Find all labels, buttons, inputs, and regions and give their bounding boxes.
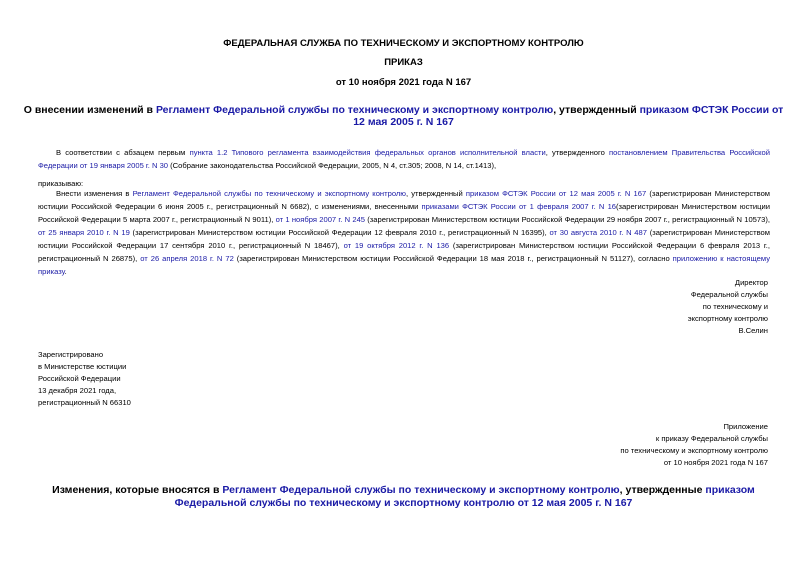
preamble-text: , утвержденного bbox=[545, 148, 610, 157]
body-paragraph bbox=[38, 187, 770, 278]
body-text: Внести изменения в bbox=[56, 189, 133, 198]
body-text: . bbox=[64, 267, 67, 276]
appendix-line: Приложение bbox=[723, 422, 768, 431]
appendix-title bbox=[40, 484, 767, 510]
body-order-link[interactable]: приказом ФСТЭК России от 12 мая 2005 г. N 167 bbox=[465, 189, 647, 198]
body-text: (зарегистрирован Министерством юстиции Российской Федерации 29 ноября 2007 г., регистрационный N 10573), bbox=[365, 215, 770, 224]
preamble-text: (Собрание законодательства Российской Федерации, 2005, N 4, ст.305; 2008, N 14, ст.1413), bbox=[168, 161, 497, 170]
appendix-regulation-link[interactable]: Регламент Федеральной службы по техническому и экспортному контролю bbox=[222, 484, 620, 496]
appendix-line: от 10 ноября 2021 года N 167 bbox=[663, 458, 768, 467]
body-text: (зарегистрирован Министерством юстиции Российской Федерации 6 июня 2005 г., регистрационный N 6682), с изменениями, внесенными bbox=[38, 189, 771, 211]
amendment-link-2018-72[interactable]: от 26 апреля 2018 г. N 72 bbox=[140, 254, 234, 263]
registration-line: Зарегистрировано bbox=[38, 350, 104, 359]
title-prefix: О внесении изменений в bbox=[23, 104, 156, 116]
body-text: (зарегистрирован Министерством юстиции Российской Федерации 12 февраля 2010 г., регистрационный N 16395), bbox=[129, 228, 550, 237]
amendment-link-2007-16[interactable]: приказами ФСТЭК России от 1 февраля 2007 г. N 16 bbox=[421, 202, 617, 211]
appendix-order-link[interactable]: приказом Федеральной службы по техническому и экспортному контролю от 12 мая 2005 г. N 167 bbox=[174, 484, 755, 509]
document-type: ПРИКАЗ bbox=[384, 57, 423, 68]
appendix-link[interactable]: приложению к настоящему приказу bbox=[38, 254, 770, 276]
body-text: (зарегистрирован Министерством юстиции Российской Федерации 6 февраля 2013 г., регистрационный N 26875), bbox=[38, 241, 770, 263]
registration-block bbox=[38, 349, 288, 409]
typical-regulation-link[interactable]: пункта 1.2 Типового регламента взаимодействия федеральных органов исполнительной власти bbox=[189, 148, 546, 157]
body-text: (зарегистрирован Министерством юстиции Российской Федерации 5 марта 2007 г., регистрационный N 9011), bbox=[38, 202, 770, 224]
amendment-link-2012-136[interactable]: от 19 октября 2012 г. N 136 bbox=[343, 241, 450, 250]
appendix-line: по техническому и экспортному контролю bbox=[620, 446, 768, 455]
registration-line: в Министерстве юстиции bbox=[38, 362, 127, 371]
appendix-title-text: , утвержденные bbox=[619, 484, 706, 496]
amendment-link-2010-487[interactable]: от 30 августа 2010 г. N 487 bbox=[549, 228, 647, 237]
registration-line: Российской Федерации bbox=[38, 374, 121, 383]
appendix-title-text: Изменения, которые вносятся в bbox=[52, 484, 223, 496]
signature-block bbox=[560, 277, 768, 337]
body-text: (зарегистрирован Министерством юстиции Российской Федерации 18 мая 2018 г., регистрационный N 51127), согласно bbox=[233, 254, 673, 263]
body-regulation-link[interactable]: Регламент Федеральной службы по техническому и экспортному контролю bbox=[132, 189, 407, 198]
signature-name: В.Селин bbox=[738, 326, 768, 335]
order-link[interactable]: приказом ФСТЭК России от 12 мая 2005 г. N 167 bbox=[353, 104, 784, 128]
registration-line: 13 декабря 2021 года, bbox=[38, 386, 117, 395]
amendment-link-2010-19[interactable]: от 25 января 2010 г. N 19 bbox=[38, 228, 130, 237]
signature-line: Директор bbox=[734, 278, 768, 287]
signature-line: по техническому и bbox=[702, 302, 768, 311]
regulation-link[interactable]: Регламент Федеральной службы по техническому и экспортному контролю bbox=[155, 104, 554, 116]
registration-line: регистрационный N 66310 bbox=[38, 398, 131, 407]
preamble-text: В соответствии с абзацем первым bbox=[56, 148, 190, 157]
order-word: приказываю: bbox=[38, 179, 84, 188]
appendix-header bbox=[500, 421, 768, 469]
government-decree-link[interactable]: постановлением Правительства Российской Федерации от 19 января 2005 г. N 30 bbox=[38, 148, 771, 170]
amendment-link-2007-245[interactable]: от 1 ноября 2007 г. N 245 bbox=[275, 215, 366, 224]
signature-line: экспортному контролю bbox=[687, 314, 768, 323]
document-date-number: от 10 ноября 2021 года N 167 bbox=[335, 77, 472, 88]
body-text: (зарегистрирован Министерством юстиции Российской Федерации 17 сентября 2010 г., регистрационный N 18467), bbox=[38, 228, 770, 250]
title-middle: , утвержденный bbox=[553, 104, 640, 116]
appendix-line: к приказу Федеральной службы bbox=[655, 434, 768, 443]
agency-name: ФЕДЕРАЛЬНАЯ СЛУЖБА ПО ТЕХНИЧЕСКОМУ И ЭКСПОРТНОМУ КОНТРОЛЮ bbox=[223, 38, 584, 49]
preamble-paragraph bbox=[38, 146, 770, 172]
body-text: , утвержденный bbox=[406, 189, 466, 198]
document-title bbox=[20, 104, 787, 128]
signature-line: Федеральной службы bbox=[690, 290, 768, 299]
